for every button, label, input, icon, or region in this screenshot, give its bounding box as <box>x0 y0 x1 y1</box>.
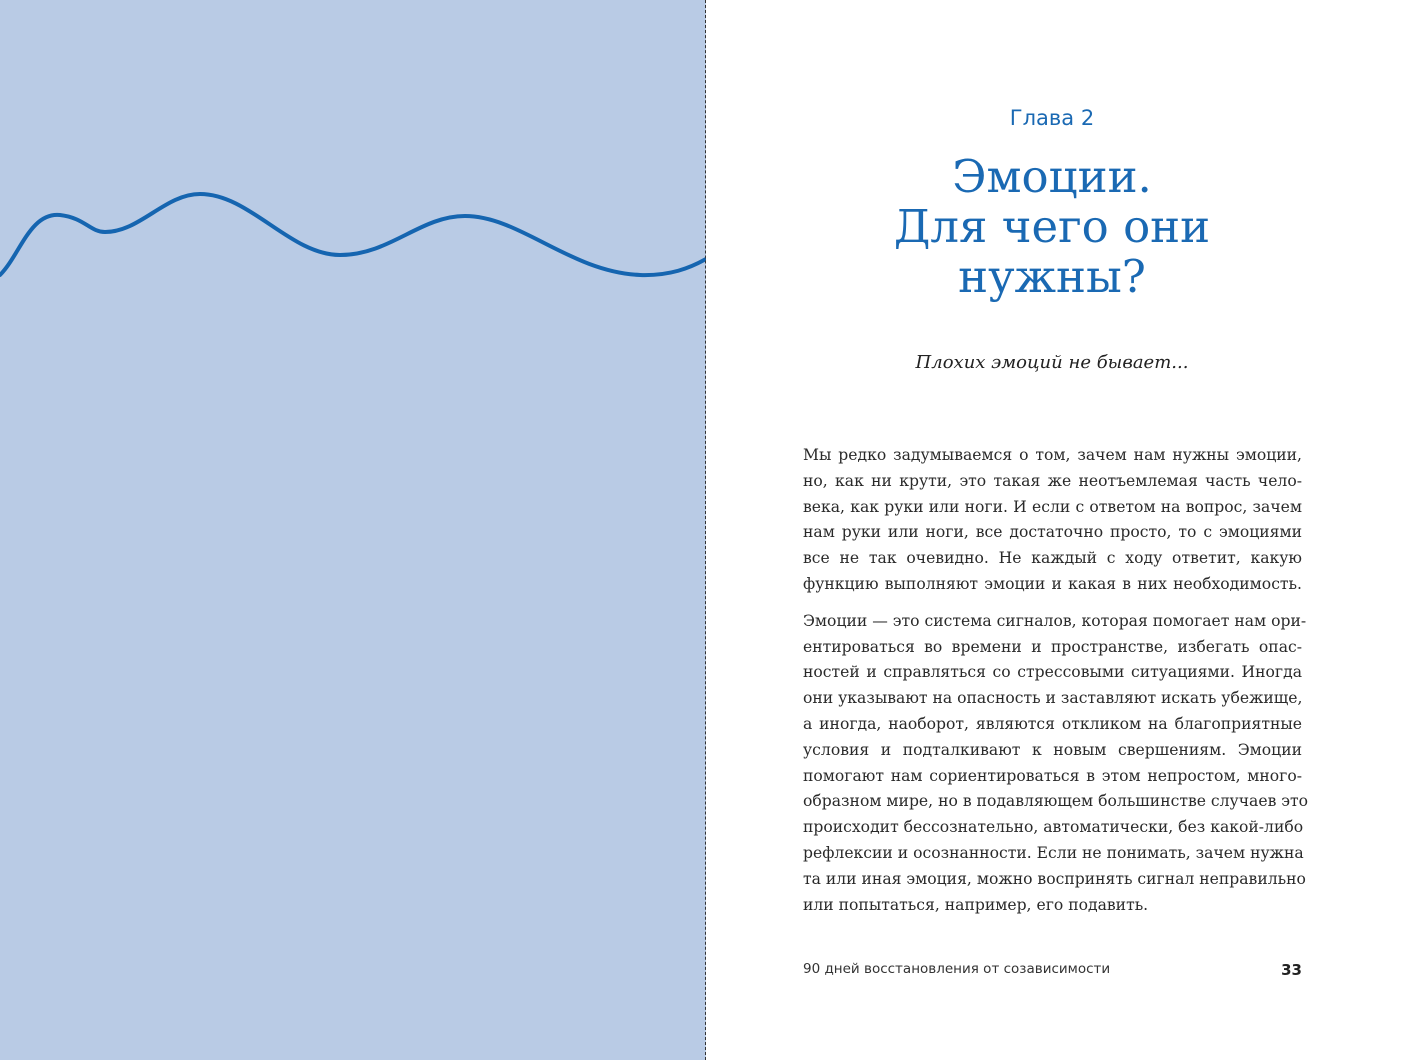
text-line: но, как ни крути, это такая же неотъемлемая часть чело- <box>803 471 1302 490</box>
text-line: функцию выполняют эмоции и какая в них необходимость. <box>803 574 1302 593</box>
paragraph <box>803 609 1309 919</box>
text-line: ентироваться во времени и пространстве, избегать опас- <box>803 637 1302 656</box>
right-page <box>707 0 1410 1060</box>
text-line: помогают нам сориентироваться в этом непростом, много- <box>803 766 1302 785</box>
running-footer-title: 90 дней восстановления от созависимости <box>803 961 1111 977</box>
chapter-title-line: Для чего они <box>893 200 1211 253</box>
text-line: или попытаться, например, его подавить. <box>803 895 1149 914</box>
epigraph: Плохих эмоций не бывает... <box>915 352 1189 373</box>
text-line: Мы редко задумываемся о том, зачем нам нужны эмоции, <box>803 446 1302 464</box>
paragraph <box>803 443 1302 598</box>
text-line: образном мире, но в подавляющем большинстве случаев это <box>803 792 1309 811</box>
text-line: ностей и справляться со стрессовыми ситуациями. Иногда <box>803 663 1302 682</box>
text-line: рефлексии и осознанности. Если не понимать, зачем нужна <box>803 843 1304 862</box>
text-line: а иногда, наоборот, являются откликом на благоприятные <box>803 714 1302 733</box>
text-line: условия и подталкивают к новым свершениям. Эмоции <box>803 740 1302 759</box>
wave-line <box>0 194 706 275</box>
text-line: происходит бессознательно, автоматически, без какой-либо <box>803 818 1304 837</box>
text-line: Эмоции — это система сигналов, которая помогает нам ори- <box>803 611 1307 630</box>
text-line: нам руки или ноги, все достаточно просто, то с эмоциями <box>803 523 1302 542</box>
text-line: века, как руки или ноги. И если с ответом на вопрос, зачем <box>803 497 1302 516</box>
page-number: 33 <box>1281 961 1302 979</box>
page-gutter-divider <box>705 0 706 1060</box>
text-line: они указывают на опасность и заставляют искать убежище, <box>803 689 1303 708</box>
body-text <box>803 443 1309 929</box>
chapter-title-line: Эмоции. <box>952 150 1152 203</box>
text-line: все не так очевидно. Не каждый с ходу ответит, какую <box>803 549 1302 568</box>
chapter-title-line: нужны? <box>958 250 1146 303</box>
chapter-label: Глава 2 <box>1009 106 1095 130</box>
text-line: та или иная эмоция, можно воспринять сигнал неправильно <box>803 869 1306 888</box>
chapter-title <box>707 152 1397 302</box>
